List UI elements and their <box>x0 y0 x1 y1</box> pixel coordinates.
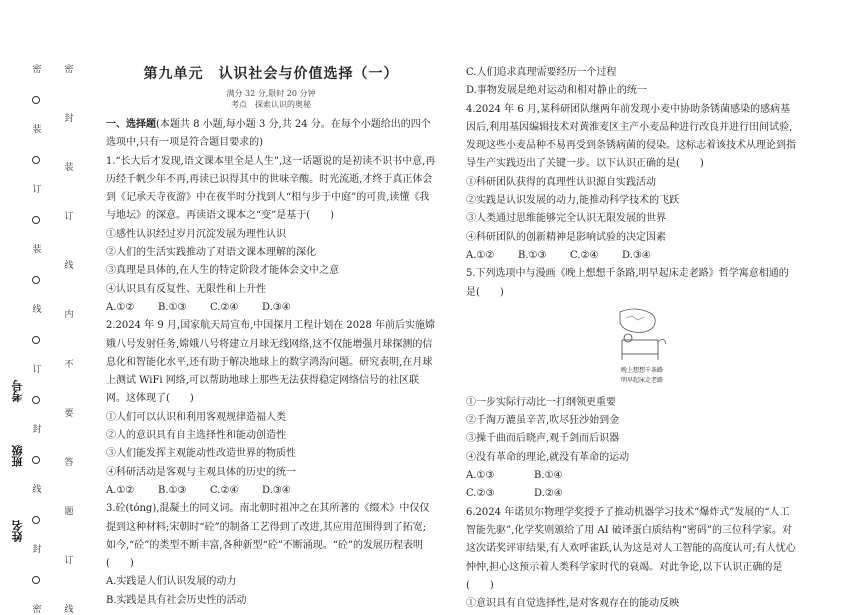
binding-column-inner <box>62 0 76 615</box>
binding-hole <box>32 336 40 344</box>
binding-hole <box>32 96 40 104</box>
student-field-label: 班级 <box>11 445 24 467</box>
q4-choice-b[interactable]: B.①③ <box>518 249 547 261</box>
q5-choice-a[interactable]: A.①③ <box>466 470 495 482</box>
binding-column-outer <box>30 0 44 615</box>
student-field-label: 考号 <box>11 380 24 402</box>
binding-hole <box>32 456 40 464</box>
q6-option-1: ①意识具有自觉选择性,是对客观存在的能动反映 <box>466 598 680 610</box>
q1-choice-d[interactable]: D.③④ <box>262 301 291 313</box>
left-column <box>106 60 436 610</box>
binding-glyph-outer: 订 <box>32 185 42 195</box>
q4-option-2: ②实践是认识发展的动力,能推动科学技术的飞跃 <box>466 195 680 207</box>
q1-choice-b[interactable]: B.①③ <box>158 301 187 313</box>
q5-option-1: ①一步实际行动比一打纲领更重要 <box>466 396 616 408</box>
page-title: 第九单元 认识社会与价值选择（一） <box>143 66 399 82</box>
binding-glyph-inner: 订 <box>64 555 74 566</box>
right-column <box>466 64 796 613</box>
binding-glyph-inner: 密 <box>64 65 74 75</box>
q5-choice-d[interactable]: D.②④ <box>534 488 563 500</box>
topic-note: 考点 探索认识的奥秘 <box>231 100 311 109</box>
q1-option-4: ④认识具有反复性、无限性和上升性 <box>106 283 266 295</box>
question-6-stem: 6.2024 年诺贝尔物理学奖授予了推动机器学习技术“爆炸式”发展的“人工智能先驱”,化学奖则颁给了用 AI 破译蛋白质结构“密码”的三位科学家。对这次诺奖评审结果,有人欢呼雀跃,认为这是对人工智能的高度认可;有人忧心忡忡,担心这预示着人类科学家时代的衰竭。对此争论,以下认识正确的是( ) <box>466 506 796 591</box>
q5-option-2: ②千淘万漉虽辛苦,吹尽狂沙始到金 <box>466 415 620 427</box>
q3-option-a[interactable]: A.实践是人们认识发展的动力 <box>106 576 237 588</box>
question-3-stem: 3.砼(tóng),混凝土的同义词。南北朝时祖冲之在其所著的《缀术》中仅仅提到这种材料;宋朝时“砼”的制备工艺得到了改进,其应用范围得到了拓宽;如今,“砼”的类型不断丰富,各种新型“砼”不断涌现。“砼”的发展历程表明( ) <box>106 503 430 570</box>
binding-glyph-inner: 答 <box>64 457 74 468</box>
q5-option-3: ③操千曲而后晓声,观千剑而后识器 <box>466 433 620 445</box>
q4-option-4: ④科研团队的创新精神是影响试验的决定因素 <box>466 231 666 243</box>
binding-glyph-outer: 线 <box>32 485 42 495</box>
binding-glyph-inner: 内 <box>64 310 74 321</box>
binding-glyph-inner: 不 <box>64 359 74 370</box>
binding-hole <box>32 156 40 164</box>
binding-margin <box>0 0 74 615</box>
section-heading: 一、选择题 <box>106 119 156 130</box>
q3-option-d[interactable]: D.事物发展是绝对运动和相对静止的统一 <box>466 85 647 97</box>
q4-choice-c[interactable]: C.②④ <box>570 249 599 261</box>
binding-glyph-outer: 封 <box>32 545 42 555</box>
q4-choice-d[interactable]: D.③④ <box>622 249 651 261</box>
q1-option-3: ③真理是具体的,在人生的特定阶段才能体会文中之意 <box>106 265 340 277</box>
binding-glyph-outer: 线 <box>32 305 42 315</box>
q1-choices <box>106 299 436 317</box>
binding-glyph-inner: 线 <box>64 605 74 615</box>
question-1-stem: 1.“长大后才发现,语文课本里全是人生”,这一话题说的是初读不识书中意,再历经千帆少年不再,再读已识得其中的世味辛酸。时光流逝,才终于真正体会到《记承天寺夜游》中在夜半时分找到人“相与步于中庭”的可贵,读懂《我与地坛》的深意。再读语文课本之“变”是基于( ) <box>106 155 436 222</box>
q2-choices <box>106 482 436 500</box>
binding-hole <box>32 396 40 404</box>
q4-choices <box>466 247 796 265</box>
q3-option-c[interactable]: C.人们追求真理需要经历一个过程 <box>466 67 617 78</box>
binding-glyph-inner: 装 <box>64 163 74 174</box>
q5-choice-c[interactable]: C.②③ <box>466 488 495 500</box>
q2-option-1: ①人们可以认识和利用客观规律造福人类 <box>106 411 286 423</box>
binding-glyph-outer: 密 <box>32 605 42 615</box>
binding-glyph-inner: 题 <box>64 506 74 517</box>
q1-choice-c[interactable]: C.②④ <box>210 301 239 313</box>
section-intro <box>106 116 436 153</box>
binding-glyph-outer: 装 <box>32 245 42 255</box>
binding-hole <box>32 216 40 224</box>
q2-option-4: ④科研活动是客观与主观具体的历史的统一 <box>106 466 296 478</box>
q2-choice-b[interactable]: B.①③ <box>158 484 187 496</box>
cartoon-illustration <box>614 306 670 390</box>
q5-choice-b[interactable]: B.①④ <box>534 470 563 482</box>
q3-option-b[interactable]: B.实践是具有社会历史性的活动 <box>106 594 247 606</box>
q5-option-4: ④没有革命的理论,就没有革命的运动 <box>466 451 630 463</box>
cartoon-caption-2: 明早起床走老路 <box>620 376 664 384</box>
binding-glyph-inner: 订 <box>64 212 74 223</box>
q4-option-1: ①科研团队获得的真理性认识源自实践活动 <box>466 176 656 188</box>
binding-hole <box>32 276 40 284</box>
cartoon-image <box>614 306 670 390</box>
question-2-stem: 2.2024 年 9 月,国家航天局宣布,中国探月工程计划在 2028 年前后实施嫦娥八号发射任务,嫦娥八号将建立月球无线网络,这不仅能增强月球探测的信息化和智能化水平,还有助于解决地球上的数字鸿沟问题。研究表明,在月球上测试 WiFi 网络,可以帮助地球上那些无法获得稳定网络信号的社区联网。这体现了( ) <box>106 320 436 405</box>
q1-choice-a[interactable]: A.①② <box>106 301 135 313</box>
q2-choice-a[interactable]: A.①② <box>106 484 135 496</box>
section-description: (本题共 8 小题,每小题 3 分,共 24 分。在每个小题给出的四个选项中,只有一项是符合题目要求的) <box>106 119 431 149</box>
q2-choice-c[interactable]: C.②④ <box>210 484 239 496</box>
binding-glyph-inner: 要 <box>64 408 74 419</box>
q1-option-1: ①感性认识经过岁月沉淀发展为理性认识 <box>106 228 286 240</box>
q2-choice-d[interactable]: D.③④ <box>262 484 291 496</box>
binding-hole <box>32 576 40 584</box>
student-field-label: 姓名 <box>11 520 24 542</box>
question-5-stem: 5.下列选项中与漫画《晚上想想千条路,明早起床走老路》哲学寓意相通的是( ) <box>466 268 789 298</box>
q2-option-3: ③人们能发挥主观能动性改造世界的物质性 <box>106 448 296 460</box>
question-4-stem: 4.2024 年 6 月,某科研团队继两年前发现小麦中协助条锈菌感染的感病基因后,利用基因编辑技术对黄淮麦区主产小麦品种进行改良并进行田间试验,发现这些小麦品种不易再受到条锈病菌的侵染。这标志着该技术从理论到指导生产实践迈出了关键一步。以下认识正确的是( ) <box>466 103 796 170</box>
binding-glyph-inner: 线 <box>64 261 74 272</box>
binding-glyph-inner: 封 <box>64 114 74 125</box>
binding-glyph-outer: 装 <box>32 125 42 135</box>
binding-hole <box>32 516 40 524</box>
score-time-note: 满分 32 分,限时 20 分钟 <box>226 89 316 98</box>
q4-option-3: ③人类通过思维能够完全认识无限发展的世界 <box>466 213 666 225</box>
q5-choices-row-2 <box>466 485 796 503</box>
q4-choice-a[interactable]: A.①② <box>466 249 495 261</box>
q5-choices-row-1 <box>466 467 796 485</box>
binding-glyph-outer: 订 <box>32 365 42 375</box>
cartoon-caption-1: 晚上想想千条路 <box>620 366 664 374</box>
binding-glyph-outer: 密 <box>32 65 42 75</box>
q1-option-2: ②人们的生活实践推动了对语文课本理解的深化 <box>106 247 316 259</box>
binding-glyph-outer: 封 <box>32 425 42 435</box>
q2-option-2: ②人的意识具有自主选择性和能动创造性 <box>106 430 286 442</box>
